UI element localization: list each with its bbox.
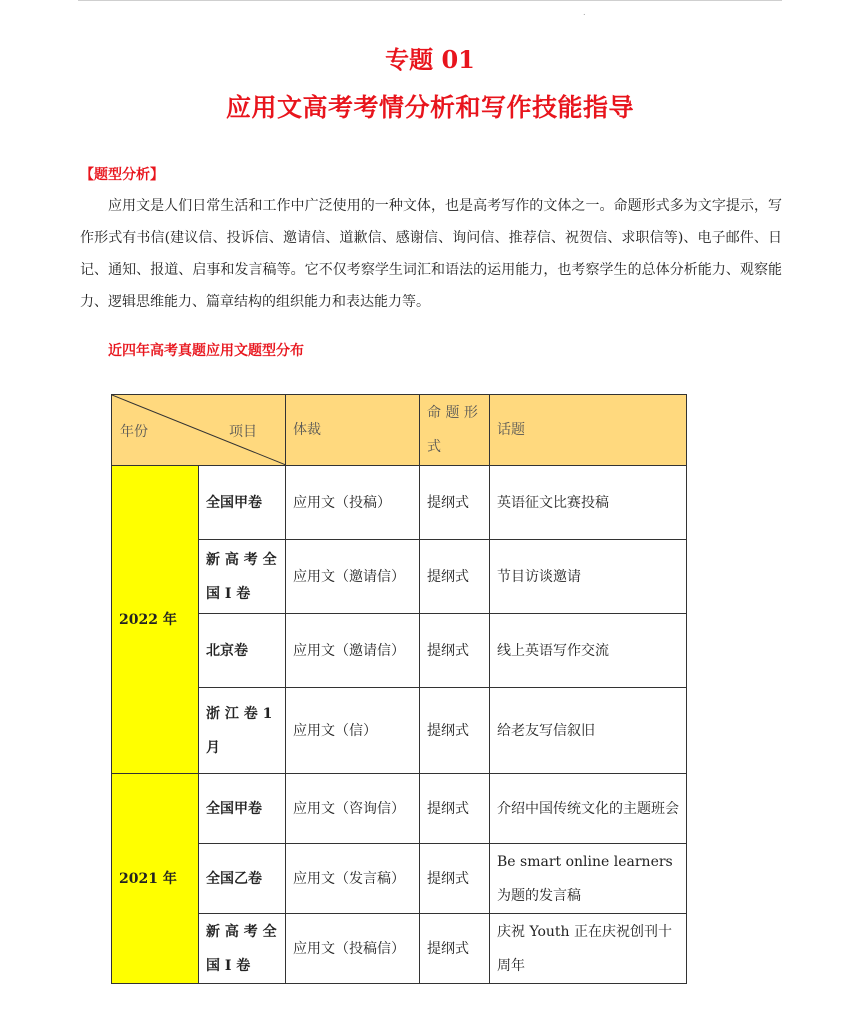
table-row — [112, 774, 687, 844]
header-item: 项目 — [229, 424, 257, 440]
page-subtitle: 应用文高考考情分析和写作技能指导 — [225, 93, 634, 122]
header-year: 年份 — [120, 424, 148, 440]
header-format: 命 题 形 式 — [420, 395, 490, 466]
genre-cell: 应用文（邀请信） — [286, 540, 420, 614]
table-row — [112, 688, 687, 774]
topic-cell: 线上英语写作交流 — [490, 614, 687, 688]
genre-cell: 应用文（咨询信） — [286, 774, 420, 844]
table-row — [112, 614, 687, 688]
distribution-table — [111, 394, 687, 984]
format-cell: 提纲式 — [420, 466, 490, 540]
format-cell: 提纲式 — [420, 540, 490, 614]
format-cell: 提纲式 — [420, 844, 490, 914]
paper-cell: 新 高 考 全 国 I 卷 — [199, 540, 286, 614]
page-title: 专题 01 — [385, 45, 475, 74]
topic-cell: Be smart online learners 为题的发言稿 — [490, 844, 687, 914]
table-row — [112, 540, 687, 614]
paper-cell: 浙 江 卷 1 月 — [199, 688, 286, 774]
paper-cell: 全国甲卷 — [199, 774, 286, 844]
genre-cell: 应用文（投稿） — [286, 466, 420, 540]
table-row — [112, 466, 687, 540]
genre-cell: 应用文（信） — [286, 688, 420, 774]
header-topic: 话题 — [490, 395, 687, 466]
topic-cell: 英语征文比赛投稿 — [490, 466, 687, 540]
table-header-row — [112, 395, 687, 466]
topic-cell: 介绍中国传统文化的主题班会 — [490, 774, 687, 844]
paper-cell: 北京卷 — [199, 614, 286, 688]
format-cell: 提纲式 — [420, 914, 490, 984]
table-row — [112, 914, 687, 984]
format-cell: 提纲式 — [420, 774, 490, 844]
format-cell: 提纲式 — [420, 614, 490, 688]
format-cell: 提纲式 — [420, 688, 490, 774]
paper-cell: 新 高 考 全 国 I 卷 — [199, 914, 286, 984]
year-cell-2021: 2021 年 — [112, 774, 199, 984]
table-row — [112, 844, 687, 914]
topic-cell: 给老友写信叙旧 — [490, 688, 687, 774]
section-label-analysis: 【题型分析】 — [80, 167, 164, 183]
page-top-rule — [78, 0, 782, 1]
genre-cell: 应用文（邀请信） — [286, 614, 420, 688]
header-genre: 体裁 — [286, 395, 420, 466]
year-cell-2022: 2022 年 — [112, 466, 199, 774]
paper-cell: 全国乙卷 — [199, 844, 286, 914]
table-heading: 近四年高考真题应用文题型分布 — [108, 343, 304, 359]
header-diagonal-cell — [112, 395, 286, 466]
topic-cell: 庆祝 Youth 正在庆祝创刊十周年 — [490, 914, 687, 984]
analysis-paragraph: 应用文是人们日常生活和工作中广泛使用的一种文体，也是高考写作的文体之一。命题形式多为文字提示，写作形式有书信(建议信、投诉信、邀请信、道歉信、感谢信、询问信、推荐信、祝贺信、求职信等)、电子邮件、日记、通知、报道、启事和发言稿等。它不仅考察学生词汇和语法的运用能力，也考察学生的总体分析能力、观察能力、逻辑思维能力、篇章结构的组织能力和表达能力等。 — [80, 198, 782, 310]
genre-cell: 应用文（投稿信） — [286, 914, 420, 984]
genre-cell: 应用文（发言稿） — [286, 844, 420, 914]
topic-cell: 节目访谈邀请 — [490, 540, 687, 614]
paper-cell: 全国甲卷 — [199, 466, 286, 540]
page-dot: . — [583, 8, 586, 17]
